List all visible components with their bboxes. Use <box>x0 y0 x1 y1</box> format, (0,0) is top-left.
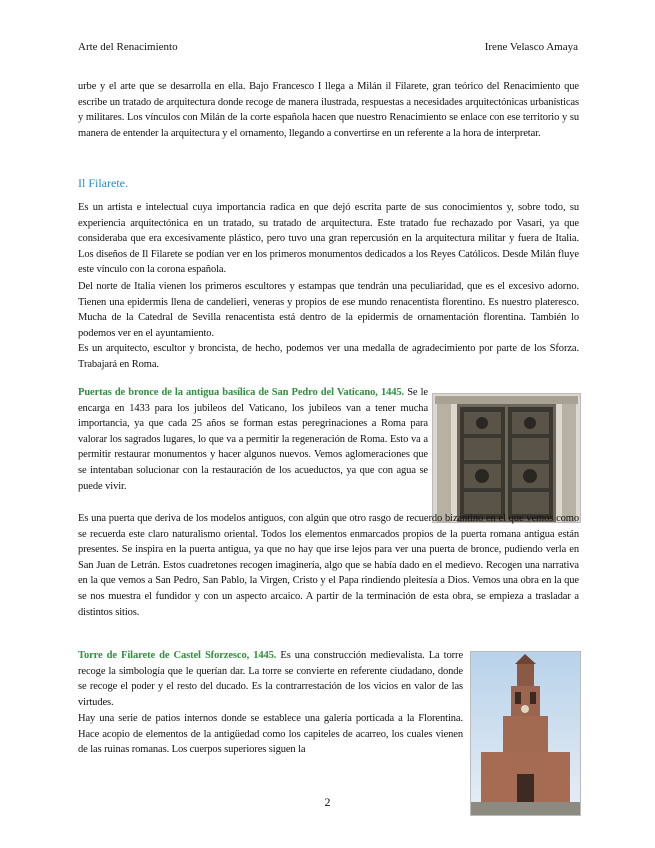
bronze-doors-intro <box>78 385 428 494</box>
page-number: 2 <box>324 795 331 809</box>
header-left: Arte del Renacimiento <box>78 41 178 53</box>
filarete-paragraph-2: Del norte de Italia vienen los primeros escultores y estampas que tendrán una peculiaridad, que es el excesivo adorno. Tienen una epidermis llena de candelieri, veneras y propios de ese mundo renacentista florentino. Es nuestro plateresco. Mucha de la Catedral de Sevilla renacentista está dentro de la epidermis de ornamentación florentina. También lo podemos ver en el ayuntamiento. <box>78 281 579 339</box>
tower-text: Es una construcción medievalista. La torre recoge la simbología que le querían dar. La torre se convierte en referente ciudadano, donde se recoge el poder y el resto del ducado. Es la contrarrestación de los vicios en valor de las virtudes. <box>78 650 463 708</box>
bronze-doors-illustration <box>433 394 580 522</box>
bronze-doors-photo <box>432 393 581 523</box>
bronze-doors-text: Se le encarga en 1433 para los jubileos del Vaticano, los jubileos van a tener mucha importancia, ya que cada 25 años se forman estas peregrinaciones a Roma para valorar los sagrados lugares, lo que va a permitir la regeneración de Roma. Esto va a permitir restaurar monumentos y hacer algunos nuevos. Vemos aglomeraciones que se intentaban solucionar con la restauración de los acueductos, ya que con agua se puede vivir. <box>78 387 428 492</box>
tower-illustration <box>471 652 580 815</box>
tower-photo <box>470 651 581 816</box>
intro-paragraph: urbe y el arte que se desarrolla en ella. Bajo Francesco I llega a Milán il Filarete, gran teórico del Renacimiento que escribe un tratado de arquitectura donde recoge de manera ilustrada, respuestas a necesidades arquitectónicas urbanísticas y militares. Los vínculos con Milán de la corte española hacen que nuestro Renacimiento se enlace con ese territorio y su manera de entender la arquitectura y el ornamento, llegando a convertirse en un referente a la hora de interpretar. <box>78 81 579 139</box>
tower-paragraph: Hay una serie de patios internos donde se establece una galería porticada a la Florentina. Hace acopio de elementos de la antigüedad como los capiteles de acarreo, los cuales vienen de las ruinas romanas. Los cuerpos superiores siguen la <box>78 713 463 756</box>
page-header <box>78 40 578 56</box>
header-right: Irene Velasco Amaya <box>484 41 578 53</box>
filarete-paragraph-1: Es un artista e intelectual cuya importancia radica en que dejó escrita parte de sus conocimientos y, sobre todo, su experiencia arquitectónica en un tratado, su tratado de arquitectura. Este tratado fue rechazado por Vasari, ya que consideraba que era excesivamente plástico, pero tuvo una gran repercusión en la arquitectura militar y fuera de Italia. Los diseños de Il Filarete se podían ver en los primeros monumentos dedicados a los Reyes Católicos. Desde Milán fluye este vínculo con la corona española. <box>78 202 579 276</box>
filarete-paragraph-3: Es un arquitecto, escultor y broncista, de hecho, podemos ver una medalla de agradecimiento por parte de los Sforza. Trabajará en Roma. <box>78 343 579 370</box>
bronze-doors-paragraph: Es una puerta que deriva de los modelos antiguos, con algún que otro rasgo de recuerdo bizantino en el que vemos como se recuerda este claro naturalismo oriental. Todos los elementos enmarcados propios de la puerta romana antigua están presentes. Se inspira en la puerta antigua, ya que no hay que irse lejos para ver una puerta de bronce, pudiendo verla en San Juan de Letrán. Estos cuadretones recogen imaginería, algo que se había dado en el medievo. Recogen una narrativa en la que vemos a San Pedro, San Pablo, la Virgen, Cristo y el Papa rindiendo pleitesía a Dios. Vemos una obra en la que se nos muestra el fundidor y con un aspecto arcaico. A partir de la terminación de esta obra, se empieza a trasladar a distintos sitios. <box>78 513 579 618</box>
tower-title: Torre de Filarete de Castel Sforzesco, 1445. <box>78 650 277 661</box>
section-heading: Il Filarete. <box>78 176 128 190</box>
tower-intro <box>78 648 463 710</box>
bronze-doors-title: Puertas de bronce de la antigua basílica de San Pedro del Vaticano, 1445. <box>78 387 405 398</box>
